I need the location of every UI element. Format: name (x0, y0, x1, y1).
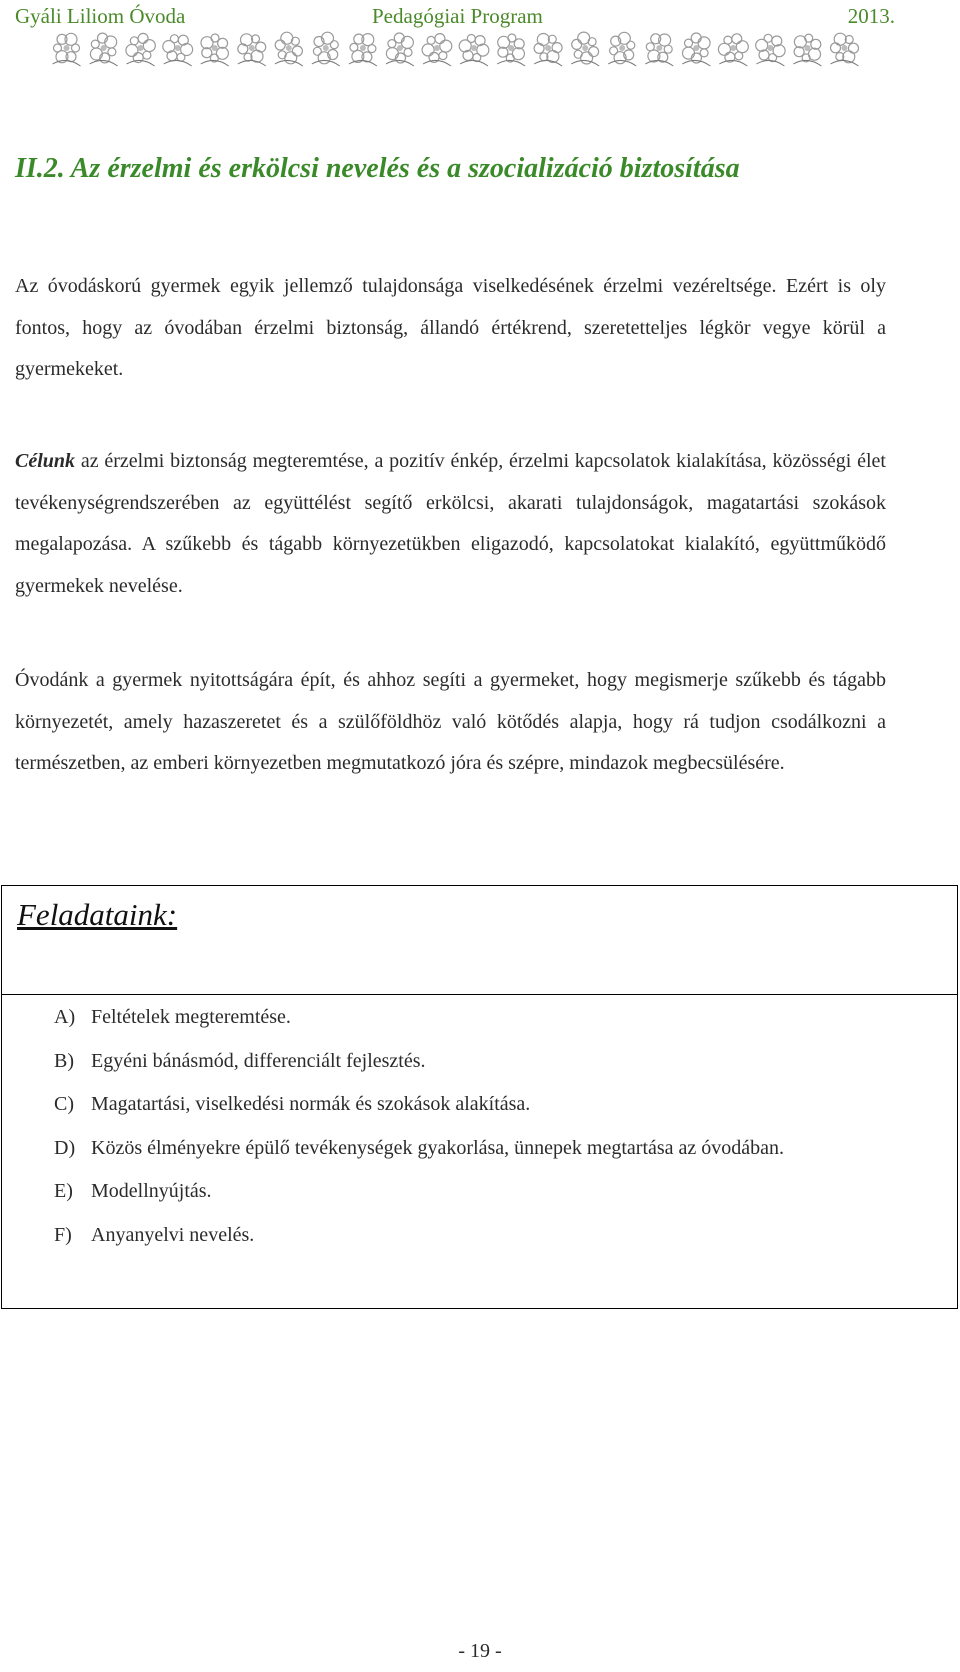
floral-ornament-icon (349, 34, 377, 66)
floral-ornament-icon (756, 34, 785, 66)
floral-ornament-icon (682, 33, 710, 66)
floral-ornament-icon (459, 35, 489, 67)
header-year: 2013. (847, 4, 895, 28)
task-text: Közös élményekre épülő tevékenységek gyakorlása, ünnepek megtartása az óvodában. (91, 1136, 785, 1159)
task-letter: F) (54, 1223, 72, 1246)
goal-paragraph-text: az érzelmi biztonság megteremtése, a pozitív énkép, érzelmi kapcsolatok kialakítása, közösségi élet tevékenységrendszerében az együttélést segítő erkölcsi, akarati tulajdonságok, magatartási szokások megalapozása. A szűkebb és tágabb környezetükben eligazodó, kapcsolatokat kialakító, együttműködő gyermekek nevelése. (15, 450, 886, 597)
header-school-name: Gyáli Liliom Óvoda (15, 4, 186, 28)
task-letter: D) (54, 1136, 76, 1159)
floral-ornament-icon (53, 33, 81, 66)
goal-paragraph (15, 441, 886, 607)
floral-ornament-icon (90, 33, 118, 66)
task-letter: C) (54, 1093, 74, 1115)
floral-ornament-icon (163, 35, 193, 66)
floral-ornament-icon (718, 34, 748, 66)
floral-ornament-icon (201, 34, 229, 66)
task-letter: B) (54, 1049, 74, 1072)
floral-ornament-icon (275, 32, 303, 66)
task-text: Modellnyújtás. (91, 1180, 212, 1202)
floral-ornament-icon (793, 34, 821, 66)
task-letter: E) (54, 1180, 73, 1202)
tasks-header-cell (2, 886, 957, 995)
floral-ornament-icon (312, 32, 340, 66)
floral-ornament-icon (386, 33, 414, 66)
goal-lead-word: Célunk (15, 450, 76, 472)
tasks-box (1, 885, 958, 1309)
floral-ornament-icon (126, 33, 155, 66)
list-item (2, 1127, 957, 1171)
page-number: - 19 - (458, 1640, 502, 1662)
task-text: Anyanyelvi nevelés. (91, 1223, 255, 1246)
floral-ornament-icon (497, 34, 525, 66)
floral-ornament-icon (534, 34, 562, 67)
task-text: Feltételek megteremtése. (91, 1006, 291, 1028)
list-item (2, 1214, 957, 1258)
floral-ornament-icon (831, 33, 859, 66)
floral-ornament-icon (422, 34, 452, 66)
floral-ornament-icon (238, 34, 266, 66)
list-item (2, 1170, 957, 1214)
header-document-name: Pedagógiai Program (372, 4, 543, 28)
task-list (2, 996, 957, 1257)
task-letter: A) (54, 1006, 76, 1028)
task-text: Magatartási, viselkedési normák és szokások alakítása. (91, 1093, 531, 1115)
floral-border-icon (48, 26, 863, 72)
floral-ornament-icon (645, 34, 673, 66)
list-item (2, 1083, 957, 1127)
kindergarten-paragraph: Óvodánk a gyermek nyitottságára épít, és ahhoz segíti a gyermeket, hogy megismerje szűkebb és tágabb környezetét, amely hazaszeretet és a szülőföldhöz való kötődés alapja, hogy rá tudjon csodálkozni a természetben, az emberi környezetben megmutatkozó jóra és szépre, mindazok megbecsülésére. (15, 669, 886, 774)
tasks-title: Feladataink: (17, 897, 178, 932)
list-item (2, 996, 957, 1040)
section-title: II.2. Az érzelmi és erkölcsi nevelés és a szocializáció biztosítása (15, 153, 740, 184)
list-item (2, 1040, 957, 1084)
task-text: Egyéni bánásmód, differenciált fejlesztés. (91, 1049, 426, 1072)
intro-paragraph: Az óvodáskorú gyermek egyik jellemző tulajdonsága viselkedésének érzelmi vezéreltsége. Ezért is oly fontos, hogy az óvodában érzelmi biztonság, állandó értékrend, szeretetteljes légkör vegye körül a gyermekeket. (15, 275, 886, 380)
floral-ornament-icon (608, 32, 636, 66)
floral-ornament-icon (571, 32, 599, 66)
